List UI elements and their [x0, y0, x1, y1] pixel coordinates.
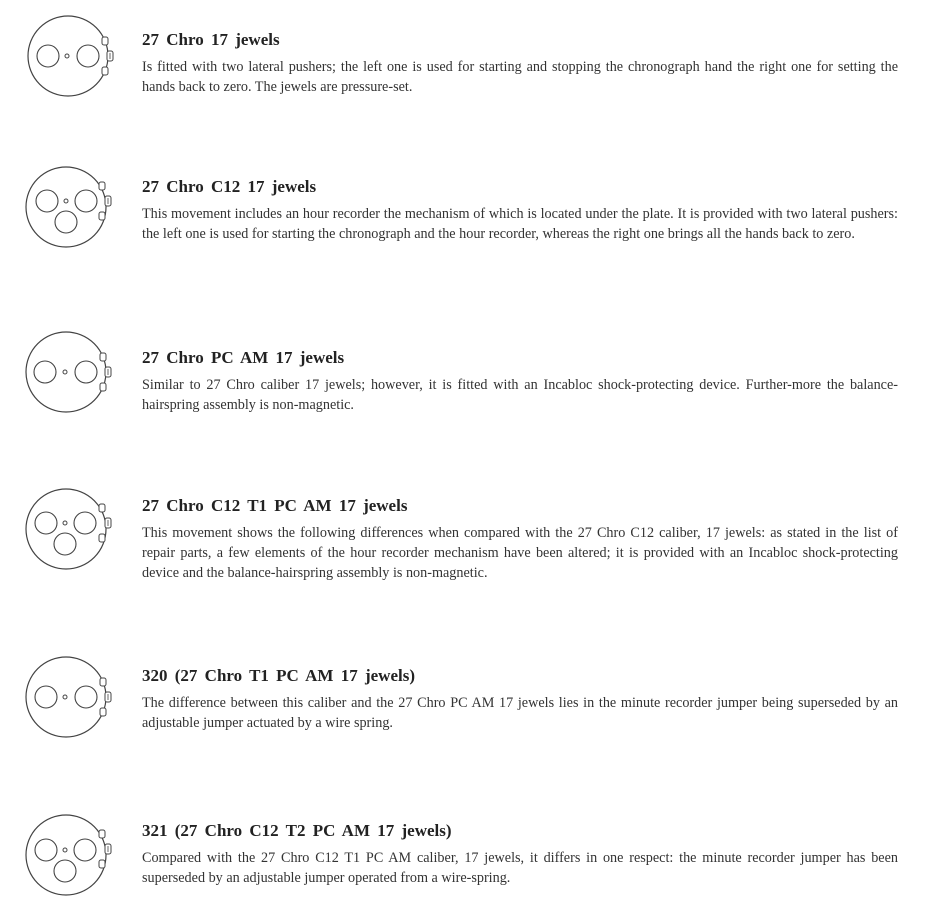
- caliber-description: This movement shows the following differences when compared with the 27 Chro C12 caliber, 17 jewels: as stated in the list of repair parts, a few elements of the hour recorder mechanism have been altered; it is provided with an Incabloc shock-protecting device and the balance-hairspring assembly is non-magnetic.: [142, 525, 898, 581]
- caliber-description: Compared with the 27 Chro C12 T1 PC AM caliber, 17 jewels, it differs in one respect: the minute recorder jumper has been superseded by an adjustable jumper operated from a wire-spring.: [142, 850, 898, 886]
- caliber-title: 320 (27 Chro T1 PC AM 17 jewels): [142, 666, 415, 685]
- movement-three-subdials-icon: [24, 810, 116, 902]
- caliber-title: 321 (27 Chro C12 T2 PC AM 17 jewels): [142, 821, 452, 840]
- caliber-title: 27 Chro C12 T1 PC AM 17 jewels: [142, 496, 408, 515]
- caliber-description: This movement includes an hour recorder the mechanism of which is located under the plate. It is provided with two lateral pushers: the left one is used for starting the chronograph and the hour recorder, whereas the right one brings all the hands back to zero.: [142, 206, 898, 242]
- movement-three-subdials-icon: [24, 482, 116, 574]
- movement-two-subdials-icon: [26, 11, 118, 103]
- caliber-description: Similar to 27 Chro caliber 17 jewels; however, it is fitted with an Incabloc shock-protecting device. Further-more the balance-hairspring assembly is non-magnetic.: [142, 377, 898, 413]
- caliber-title: 27 Chro PC AM 17 jewels: [142, 348, 345, 367]
- movement-three-subdials-icon: [24, 160, 116, 252]
- movement-two-subdials-icon: [24, 651, 116, 743]
- caliber-description: The difference between this caliber and the 27 Chro PC AM 17 jewels lies in the minute recorder jumper being superseded by an adjustable jumper actuated by a wire spring.: [142, 695, 898, 731]
- caliber-title: 27 Chro 17 jewels: [142, 30, 280, 49]
- caliber-title: 27 Chro C12 17 jewels: [142, 177, 317, 196]
- movement-two-subdials-icon: [24, 326, 116, 418]
- caliber-description: Is fitted with two lateral pushers; the left one is used for starting and stopping the chronograph hand the right one for setting the hands back to zero. The jewels are pressure-set.: [142, 59, 898, 95]
